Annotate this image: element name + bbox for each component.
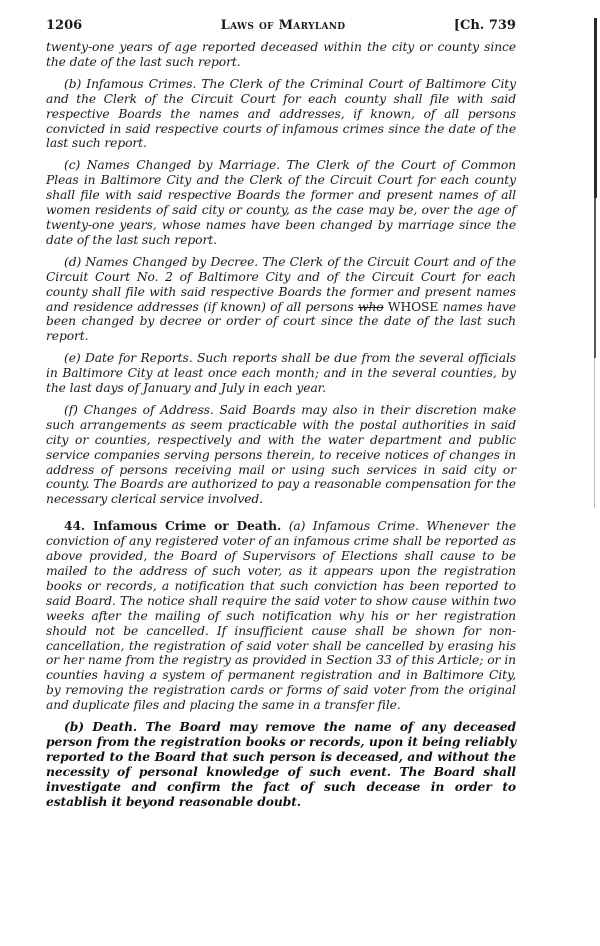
section-44-b-death: (b) Death. The Board may remove the name of any deceased person from the registration books or records, upon it being reliably reported to the Board that such person is deceased, and without the necessity of personal knowledge of such event. The Board shall investigate and confirm the fact of such decease in order to establish it beyond reasonable doubt. (46, 719, 516, 809)
section-44-a (46, 519, 516, 713)
running-header (46, 18, 516, 40)
paragraph-d-names-by-decree (46, 255, 516, 344)
paragraph-e-date-for-reports: (e) Date for Reports. Such reports shall be due from the several officials in Baltimore City at least once each month; and in the several counties, by the last days of January and July in each year. (46, 351, 516, 396)
scan-edge-shadow (594, 18, 597, 198)
chapter-number: [Ch. 739 (453, 18, 516, 33)
publication-title: Laws of Maryland (220, 18, 346, 33)
scan-edge-shadow (594, 358, 595, 508)
paragraph-c-names-by-marriage: (c) Names Changed by Marriage. The Clerk of the Court of Common Pleas in Baltimore City and the Clerk of the Circuit Court for each county shall file with said respective Boards the former and present names of all women residents of said city or county, as the case may be, over the age of twenty-one years, whose names have been changed by marriage since the date of the last such report. (46, 158, 516, 247)
paragraph-f-changes-of-address: (f) Changes of Address. Said Boards may also in their discretion make such arrangements as seem practicable with the postal authorities in said city or counties, respectively and with the water department and public service companies serving persons therein, to receive notices of changes in address of persons receiving mail or using such services in said city or county. The Boards are authorized to pay a reasonable compensation for the necessary clerical service involved. (46, 402, 516, 507)
paragraph-d-text: (d) Names Changed by Decree. The Clerk of the Circuit Court and of the Circuit Court No. 2 of Baltimore City and of the Circuit Court for each county shall file with said respective Boards the former and present names and residence addresses (if known) of all persons (46, 254, 516, 314)
scan-edge-shadow (594, 198, 596, 358)
struck-word: who (358, 299, 384, 314)
document-page (46, 18, 516, 817)
section-44-a-text: (a) Infamous Crime. Whenever the conviction of any registered voter of an infamous crime shall be reported as above provided, the Board of Supervisors of Elections shall cause to be mailed to the address of such voter, as it appears upon the registration books or records, a notification that such conviction has been reported to said Board. The notice shall require the said voter to show cause within two weeks after the mailing of such notification why his or her registration should not be cancelled. If insufficient cause shall be shown for non-cancellation, the registration of said voter shall be cancelled by erasing his or her name from the registry as provided in Section 33 of this Article; or in counties having a system of permanent registration and in Baltimore City, by removing the registration cards or forms of said voter from the original and duplicate files and placing the same in a transfer file. (46, 519, 516, 713)
page-number: 1206 (46, 18, 83, 33)
paragraph-b-infamous-crimes: (b) Infamous Crimes. The Clerk of the Criminal Court of Baltimore City and the Clerk of the Circuit Court for each county shall file with said respective Boards the names and addresses, if known, of all persons convicted in said respective courts of infamous crimes since the date of the last such report. (46, 76, 516, 151)
paragraph-d-text-end: names have been changed by decree or order of court since the date of the last such report. (46, 299, 516, 344)
inserted-word: WHOSE (387, 299, 439, 314)
section-heading: 44. Infamous Crime or Death. (64, 518, 282, 534)
paragraph-continuation: twenty-one years of age reported deceased within the city or county since the date of the last such report. (46, 40, 516, 69)
